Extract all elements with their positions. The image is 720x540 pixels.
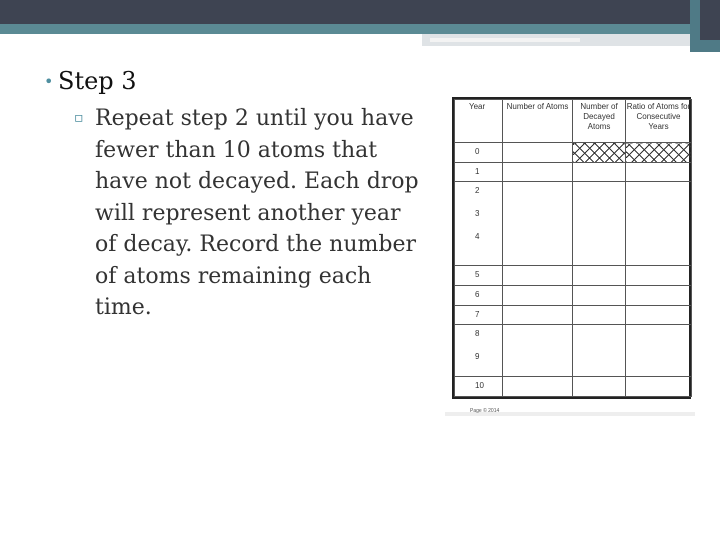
year-label: 8 [475, 329, 480, 339]
header-ratio: Ratio of Atoms for Consecutive Years [626, 100, 692, 143]
year-label: 9 [475, 352, 480, 362]
table-row [455, 162, 692, 182]
value-cell[interactable] [573, 162, 626, 182]
year-cell [455, 377, 503, 397]
value-cell[interactable] [626, 325, 692, 377]
year-cell [455, 286, 503, 306]
year-cell [455, 182, 503, 266]
bullet-dot-icon: • [44, 72, 54, 91]
header-stripe [0, 24, 720, 34]
value-cell[interactable] [573, 182, 626, 266]
year-label: 3 [475, 209, 480, 219]
year-label: 10 [475, 381, 484, 391]
value-cell[interactable] [573, 266, 626, 286]
header-stripe-accent [430, 38, 580, 42]
table-row [455, 182, 692, 266]
value-cell[interactable] [503, 162, 573, 182]
table-footnote: Page © 2014 [470, 408, 500, 414]
table-row [455, 325, 692, 377]
year-cell [455, 266, 503, 286]
value-cell[interactable] [626, 266, 692, 286]
year-label: 2 [475, 186, 480, 196]
value-cell[interactable] [626, 143, 692, 163]
value-cell[interactable] [503, 182, 573, 266]
table-row [455, 266, 692, 286]
decay-table [452, 97, 691, 399]
value-cell[interactable] [503, 325, 573, 377]
value-cell[interactable] [626, 286, 692, 306]
table-header-row [455, 100, 692, 143]
decay-table-grid [454, 99, 692, 397]
year-cell [455, 143, 503, 163]
table-row [455, 377, 692, 397]
header-bar [0, 0, 720, 24]
bullet-square-icon: ▫ [74, 110, 84, 126]
year-cell [455, 325, 503, 377]
header-year: Year [455, 100, 503, 143]
year-label: 4 [475, 232, 480, 242]
value-cell[interactable] [503, 286, 573, 306]
year-label: 5 [475, 270, 480, 280]
corner-decoration-dark [700, 0, 720, 40]
year-label: 7 [475, 309, 480, 319]
year-label: 1 [475, 166, 480, 176]
slide-heading-text: Step 3 [58, 67, 137, 95]
value-cell[interactable] [503, 266, 573, 286]
value-cell[interactable] [503, 143, 573, 163]
year-label: 6 [475, 290, 480, 300]
value-cell[interactable] [503, 377, 573, 397]
value-cell[interactable] [573, 325, 626, 377]
value-cell[interactable] [626, 182, 692, 266]
slide-body-text: Repeat step 2 until you have fewer than 10 atoms that have not decayed. Each drop will represent another year of decay. Record the number of atoms remaining each time. [95, 106, 419, 320]
value-cell[interactable] [573, 377, 626, 397]
header-number-of-atoms: Number of Atoms [503, 100, 573, 143]
value-cell[interactable] [503, 305, 573, 325]
year-label: 0 [475, 147, 480, 156]
table-row [455, 305, 692, 325]
year-cell [455, 162, 503, 182]
table-row [455, 143, 692, 163]
value-cell[interactable] [626, 377, 692, 397]
year-cell [455, 305, 503, 325]
value-cell[interactable] [626, 305, 692, 325]
value-cell[interactable] [573, 286, 626, 306]
value-cell[interactable] [626, 162, 692, 182]
table-row [455, 286, 692, 306]
slide-body [74, 103, 425, 324]
slide-heading [44, 64, 137, 98]
header-decayed-atoms: Number of Decayed Atoms [573, 100, 626, 143]
value-cell[interactable] [573, 305, 626, 325]
value-cell[interactable] [573, 143, 626, 163]
header-stripe-gap [0, 34, 422, 38]
